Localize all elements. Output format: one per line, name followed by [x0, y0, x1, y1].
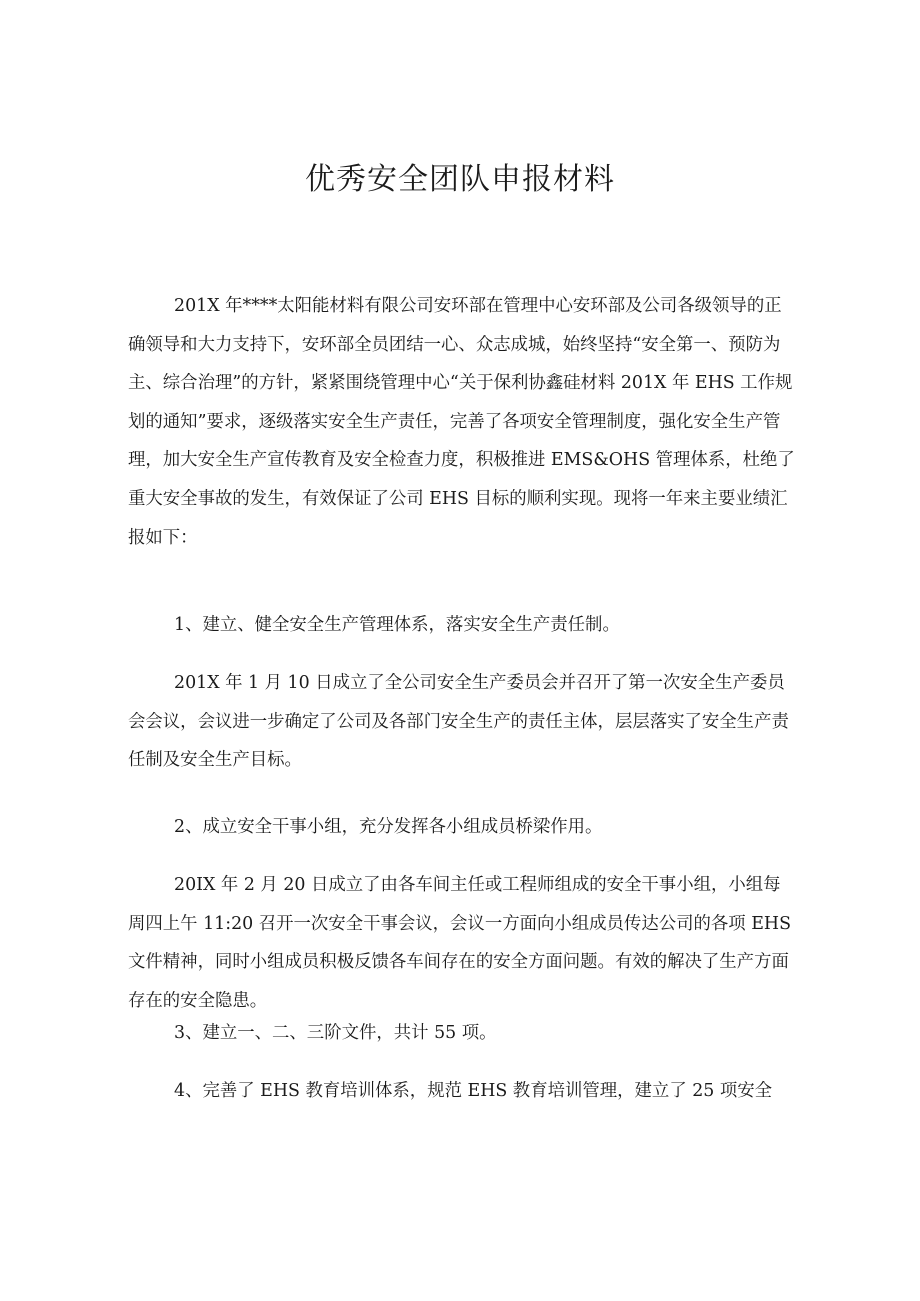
section-heading-4: 4、完善了 EHS 教育培训体系，规范 EHS 教育培训管理，建立了 25 项安全 [174, 1081, 773, 1101]
section-1-paragraph: 201X 年 1 月 10 日成立了全公司安全生产委员会并召开了第一次安全生产委员会会议，会议进一步确定了公司及各部门安全生产的责任主体，层层落实了安全生产责任制及安全生产目标。 [128, 673, 789, 771]
section-heading-3: 3、建立一、二、三阶文件，共计 55 项。 [174, 1023, 497, 1043]
section-heading-2: 2、成立安全干事小组，充分发挥各小组成员桥梁作用。 [174, 817, 603, 837]
section-2-paragraph: 20IX 年 2 月 20 日成立了由各车间主任或工程师组成的安全干事小组，小组每周四上午 11:20 召开一次安全干事会议，会议一方面向小组成员传达公司的各项 EHS 文件精神，同时小组成员积极反馈各车间存在的安全方面问题。有效的解决了生产方面存在的安全隐患。 [128, 875, 791, 1011]
intro-paragraph: 201X 年****太阳能材料有限公司安环部在管理中心安环部及公司各级领导的正确领导和大力支持下，安环部全员团结一心、众志成城，始终坚持“安全第一、预防为主、综合治理”的方针，紧紧围绕管理中心“关于保利协鑫硅材料 201X 年 EHS 工作规划的通知”要求，逐级落实安全生产责任，完善了各项安全管理制度，强化安全生产管理，加大安全生产宣传教育及安全检查力度，积极推进 EMS&OHS 管理体系，杜绝了重大安全事故的发生，有效保证了公司 EHS 目标的顺利实现。现将一年来主要业绩汇报如下： [128, 296, 795, 548]
document-title: 优秀安全团队申报材料 [305, 162, 615, 197]
section-heading-1: 1、建立、健全安全生产管理体系，落实安全生产责任制。 [174, 615, 620, 635]
